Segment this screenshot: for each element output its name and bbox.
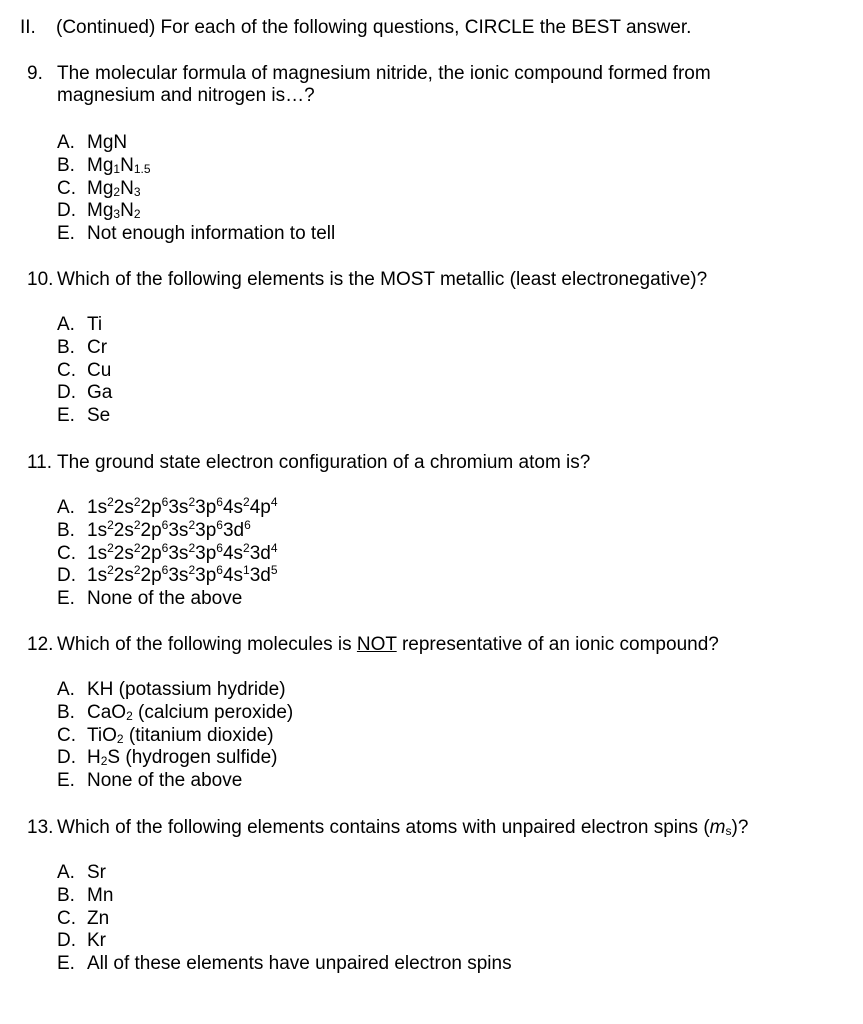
- orbital: 3p: [195, 542, 217, 564]
- question-9-number: 9.: [27, 63, 43, 84]
- question-12-options: [57, 679, 293, 793]
- question-10-text: Which of the following elements is the MOST metallic (least electronegative)?: [57, 269, 708, 290]
- orbital: 3d: [222, 519, 245, 541]
- orbital: 1s: [87, 542, 108, 564]
- orbital-occupancy: 6: [216, 517, 223, 532]
- question-11: [27, 452, 590, 474]
- q11-option-d[interactable]: D. $1s^22s^22p^63s^23p^64s^13d^5$: [57, 563, 278, 587]
- question-13-options: [57, 862, 512, 976]
- orbital: 3d: [249, 565, 271, 587]
- question-9-text-line2: magnesium and nitrogen is…?: [57, 85, 315, 106]
- orbital: 2s: [113, 542, 134, 564]
- question-12-text: Which of the following molecules is NOT representative of an ionic compound?: [57, 634, 719, 655]
- q9-option-a[interactable]: A. MgN: [57, 132, 128, 153]
- orbital-occupancy: 2: [107, 563, 114, 578]
- orbital-occupancy: 6: [161, 563, 169, 578]
- q13-option-a[interactable]: A. Sr: [57, 862, 106, 883]
- section-number: II.: [20, 17, 36, 38]
- orbital-occupancy: 2: [107, 517, 114, 532]
- q13-option-b[interactable]: B. Mn: [57, 884, 114, 906]
- question-12-emphasis: NOT: [356, 634, 397, 655]
- question-9-options: [57, 132, 335, 246]
- orbital: 3p: [195, 565, 217, 587]
- orbital: 3d: [249, 542, 271, 564]
- q12-option-d[interactable]: D. $H_2S$ (hydrogen sulfide): [57, 747, 278, 769]
- question-12: [27, 634, 719, 656]
- q11-option-b[interactable]: B. $1s^22s^22p^63s^23p^63d^6$: [57, 517, 251, 541]
- q13-option-c[interactable]: C. Zn: [57, 907, 110, 929]
- orbital-occupancy: 2: [243, 495, 250, 509]
- orbital: 2p: [140, 565, 162, 587]
- question-10: [27, 269, 707, 291]
- question-11-number: 11.: [27, 452, 53, 473]
- orbital-occupancy: 2: [188, 563, 196, 578]
- question-10-number: 10.: [27, 269, 54, 290]
- orbital-occupancy: 6: [244, 517, 251, 532]
- orbital-occupancy: 2: [133, 517, 141, 532]
- q9-option-e[interactable]: E. Not enough information to tell: [57, 223, 336, 245]
- q11-option-d-config: [87, 565, 278, 586]
- q9-option-d[interactable]: D. $Mg_3N_2$: [57, 200, 141, 222]
- question-13-number: 13.: [27, 817, 54, 838]
- orbital: 1s: [87, 565, 108, 587]
- orbital-occupancy: 6: [216, 563, 223, 578]
- question-13: [27, 817, 748, 839]
- q12-option-b[interactable]: B. CaO$_2$ (calcium peroxide): [57, 701, 294, 723]
- orbital: 1s: [87, 519, 108, 541]
- orbital: 4s: [222, 542, 244, 564]
- q12-option-e[interactable]: E. None of the above: [57, 770, 243, 792]
- question-12-number: 12.: [27, 634, 54, 655]
- orbital-occupancy: 6: [161, 495, 169, 509]
- orbital-occupancy: 2: [243, 540, 250, 555]
- orbital-occupancy: 2: [107, 540, 114, 555]
- orbital: 1s: [87, 497, 108, 518]
- q11-option-c-config: [87, 540, 278, 564]
- q11-option-b-config: [87, 517, 251, 541]
- orbital-occupancy: 6: [216, 540, 223, 555]
- orbital-occupancy: 6: [161, 540, 169, 555]
- question-9: [27, 63, 711, 107]
- q11-option-a-config: [87, 497, 278, 518]
- q12-option-a[interactable]: A. KH (potassium hydride): [57, 679, 286, 700]
- q9-option-c[interactable]: C. $Mg_2N_3$: [57, 177, 141, 199]
- orbital-occupancy: 2: [133, 563, 141, 578]
- q10-option-b[interactable]: B. Cr: [57, 336, 108, 358]
- section-header: [20, 17, 691, 39]
- q9-option-b[interactable]: B. $Mg_1N_{1.5}$: [57, 154, 151, 176]
- orbital-occupancy: 2: [133, 495, 141, 509]
- q10-option-c[interactable]: C. Cu: [57, 359, 112, 381]
- orbital: 2s: [113, 565, 134, 587]
- orbital-occupancy: 2: [107, 495, 114, 509]
- orbital: 2p: [140, 497, 162, 518]
- orbital: 4p: [249, 497, 271, 518]
- orbital-occupancy: 2: [188, 517, 196, 532]
- orbital: 2s: [113, 519, 134, 541]
- question-13-text: Which of the following elements contains atoms with unpaired electron spins $(m_s)$?: [57, 817, 749, 838]
- section-instructions: (Continued) For each of the following questions, CIRCLE the BEST answer.: [56, 17, 692, 38]
- q13-option-d[interactable]: D. Kr: [57, 930, 106, 952]
- orbital-occupancy: 2: [188, 495, 196, 509]
- orbital: 4s: [222, 565, 244, 587]
- question-10-options: [57, 314, 112, 428]
- orbital: 2s: [113, 497, 134, 518]
- orbital: 4s: [222, 497, 244, 518]
- orbital: 3p: [195, 497, 217, 518]
- orbital: 3s: [168, 565, 189, 587]
- q11-option-a[interactable]: A. $1s^22s^22p^63s^23p^64s^24p^4$: [57, 495, 278, 518]
- orbital: 3s: [168, 519, 189, 541]
- orbital-occupancy: 1: [243, 563, 250, 578]
- orbital: 3s: [168, 542, 189, 564]
- question-11-text: The ground state electron configuration of a chromium atom is?: [57, 452, 591, 473]
- orbital-occupancy: 6: [216, 495, 223, 509]
- orbital-occupancy: 2: [188, 540, 196, 555]
- orbital-occupancy: 4: [270, 540, 278, 555]
- q10-option-d[interactable]: D. Ga: [57, 382, 113, 404]
- orbital-occupancy: 2: [133, 540, 141, 555]
- orbital: 2p: [140, 542, 162, 564]
- q11-option-e[interactable]: E. None of the above: [57, 588, 243, 610]
- q10-option-a[interactable]: A. Ti: [57, 314, 103, 335]
- orbital-occupancy: 5: [270, 563, 278, 578]
- orbital: 2p: [140, 519, 162, 541]
- orbital: 3s: [168, 497, 189, 518]
- question-9-text-line1: The molecular formula of magnesium nitride, the ionic compound formed from: [57, 63, 711, 84]
- q10-option-e[interactable]: E. Se: [57, 405, 111, 427]
- q12-option-c[interactable]: C. TiO$_2$ (titanium dioxide): [57, 724, 274, 746]
- orbital-occupancy: 6: [161, 517, 169, 532]
- q11-option-c[interactable]: C. $1s^22s^22p^63s^23p^64s^23d^4$: [57, 540, 278, 564]
- orbital: 3p: [195, 519, 217, 541]
- q13-option-e[interactable]: E. All of these elements have unpaired electron spins: [57, 953, 512, 975]
- orbital-occupancy: 4: [270, 495, 278, 509]
- question-11-options: [57, 497, 278, 611]
